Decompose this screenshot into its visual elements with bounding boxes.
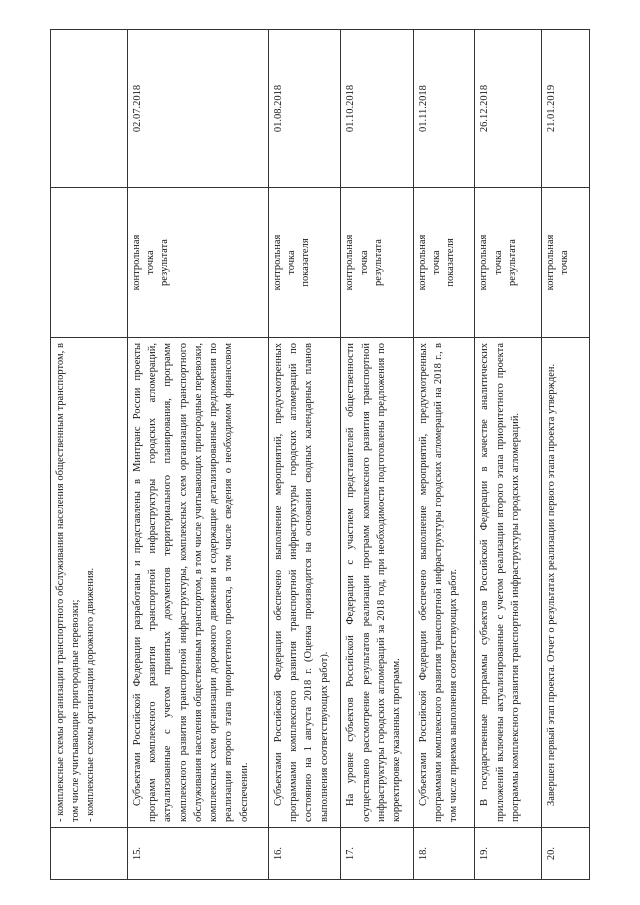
row-number-cell: 18. bbox=[413, 828, 475, 880]
table-row bbox=[475, 30, 541, 880]
row-type-cell bbox=[475, 188, 541, 338]
type-line: точка bbox=[492, 250, 504, 275]
rotated-page bbox=[50, 30, 590, 880]
type-line: точка bbox=[286, 250, 298, 275]
type-line: контрольная bbox=[131, 234, 143, 291]
row-type-cell bbox=[128, 188, 269, 338]
row-type-cell bbox=[51, 188, 128, 338]
row-description-cell: Субъектами Российской Федерации обеспечено выполнение мероприятий, предусмотренных программами комплексного развития транспортной инфраструктуры городских агломераций на 2018 г., в том числе приемка выполнения соответствующих работ. bbox=[413, 338, 475, 828]
row-number-cell: 20. bbox=[541, 828, 589, 880]
type-line: контрольная bbox=[544, 234, 556, 291]
row-description-cell: Субъектами Российской Федерации обеспечено выполнение мероприятий, предусмотренных программами комплексного развития транспортной инфраструктуры городских агломераций по состоянию на 1 августа 2018 г. (Оценка производится на основании сводных календарных планов выполнения соответствующих работ). bbox=[268, 338, 340, 828]
row-description-cell: В государственные программы субъектов Российской Федерации в качестве аналитических приложений включены актуализированные с учетом реализации второго этапа приоритетного проекта программы комплексного развития транспортной инфраструктуры городских агломераций. bbox=[475, 338, 541, 828]
row-date-cell: 01.10.2018 bbox=[341, 30, 413, 188]
row-date-cell: 26.12.2018 bbox=[475, 30, 541, 188]
table-row bbox=[268, 30, 340, 880]
type-line: показателя bbox=[300, 238, 312, 287]
row-number-cell bbox=[51, 828, 128, 880]
row-date-cell: 02.07.2018 bbox=[128, 30, 269, 188]
type-line: контрольная bbox=[478, 234, 490, 291]
row-number-cell: 17. bbox=[341, 828, 413, 880]
description-line: - комплексные схемы организации дорожного движения. bbox=[85, 567, 97, 822]
type-line: результата bbox=[372, 239, 384, 286]
description-line: - комплексные схемы организации транспортного обслуживания населения общественным транспортом, в том числе учитывающие пригородные перевозки; bbox=[55, 343, 82, 822]
type-line: точка bbox=[558, 250, 570, 275]
type-line: показателя bbox=[445, 238, 457, 287]
type-line: точка bbox=[145, 250, 157, 275]
row-type-cell bbox=[413, 188, 475, 338]
type-line: контрольная bbox=[416, 234, 428, 291]
row-number-cell: 15. bbox=[128, 828, 269, 880]
table-row bbox=[413, 30, 475, 880]
row-description-cell: Субъектами Российской Федерации разработаны и представлены в Минтранс России проекты программ комплексного развития транспортной инфраструктуры городских агломераций, актуализованные с учетом принятых документов территориального планирования, программ комплексного развития транспортной инфраструктуры, комплексных схем организации транспортного обслуживания населения общественным транспортом, в том числе учитывающих пригородные перевозки, комплексных схем организации дорожного движения и содержащие детализированные предложения по реализации второго этапа приоритетного проекта, в том числе сведения о необходимом финансовом обеспечении. bbox=[128, 338, 269, 828]
row-type-cell bbox=[268, 188, 340, 338]
row-type-cell bbox=[341, 188, 413, 338]
table-row bbox=[341, 30, 413, 880]
row-date-cell bbox=[51, 30, 128, 188]
table-row bbox=[541, 30, 589, 880]
table-row bbox=[128, 30, 269, 880]
row-number-cell: 16. bbox=[268, 828, 340, 880]
row-description-cell: На уровне субъектов Российской Федерации с участием представителей общественности осуществлено рассмотрение результатов реализации программ комплексного развития транспортной инфраструктуры городских агломераций за 2018 год, при необходимости подготовлены предложения по корректировке указанных программ. bbox=[341, 338, 413, 828]
type-line: контрольная bbox=[344, 234, 356, 291]
row-date-cell: 01.11.2018 bbox=[413, 30, 475, 188]
type-line: точка bbox=[358, 250, 370, 275]
type-line: результата bbox=[506, 239, 518, 286]
row-date-cell: 21.01.2019 bbox=[541, 30, 589, 188]
row-date-cell: 01.08.2018 bbox=[268, 30, 340, 188]
type-line: контрольная bbox=[271, 234, 283, 291]
table-row-continuation bbox=[51, 30, 128, 880]
row-number-cell: 19. bbox=[475, 828, 541, 880]
row-description-cell: Завершен первый этап проекта. Отчет о результатах реализации первого этапа проекта утвержден. bbox=[541, 338, 589, 828]
project-plan-table bbox=[50, 29, 590, 880]
row-type-cell bbox=[541, 188, 589, 338]
type-line: результата bbox=[159, 239, 171, 286]
type-line: точка bbox=[431, 250, 443, 275]
row-description-cell bbox=[51, 338, 128, 828]
